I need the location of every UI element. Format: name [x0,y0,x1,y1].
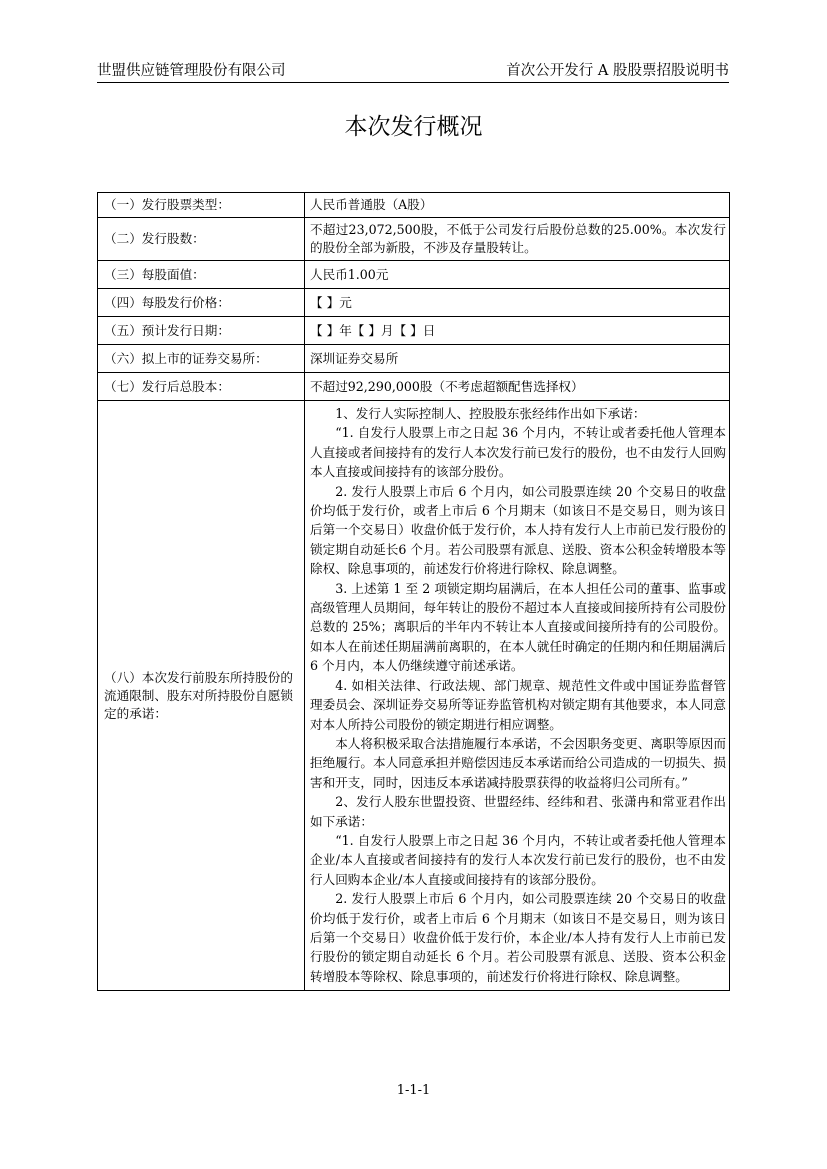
commitment-paragraph: “1. 自发行人股票上市之日起 36 个月内，不转让或者委托他人管理本人直接或者间接持有的发行人本次发行前已发行的股份，也不由发行人回购本人直接或间接持有的该部分股份。 [310,425,726,480]
page-header [97,60,729,82]
row-value: 人民币普通股（A股） [305,193,730,218]
row-label: （二）发行股数： [98,218,305,261]
table-row [98,345,730,373]
table-row [98,317,730,345]
offering-summary-table [97,192,730,991]
row-value: 【 】年【 】月【 】日 [305,317,730,345]
commitment-paragraph: 2. 发行人股票上市后 6 个月内，如公司股票连续 20 个交易日的收盘价均低于发行价，或者上市后 6 个月期末（如该日不是交易日，则为该日后第一个交易日）收盘价低于发行价，本企业/本人持有发行人上市前已发行股份的锁定期自动延长 6 个月。若公司股票有派息、送股、资本公积金转增股本等除权、除息事项的，前述发行价将进行除权、除息调整。 [310,891,726,984]
header-divider [97,82,729,83]
page-title: 本次发行概况 [344,114,483,140]
row-label: （六）拟上市的证券交易所： [98,345,305,373]
commitment-paragraph: 1、发行人实际控制人、控股股东张经纬作出如下承诺： [335,406,646,421]
row-label: （四）每股发行价格： [98,289,305,317]
commitment-paragraph: 2、发行人股东世盟投资、世盟经纬、经纬和君、张潇冉和常亚君作出如下承诺： [310,794,726,829]
row-label: （五）预计发行日期： [98,317,305,345]
header-document-title: 首次公开发行 A 股股票招股说明书 [506,63,729,79]
page-number: 1-1-1 [396,1083,431,1098]
commitment-paragraph: 2. 发行人股票上市后 6 个月内，如公司股票连续 20 个交易日的收盘价均低于发行价，或者上市后 6 个月期末（如该日不是交易日，则为该日后第一个交易日）收盘价低于发行价，本人持有发行人上市前已发行股份的锁定期自动延长6 个月。若公司股票有派息、送股、资本公积金转增股本等除权、除息事项的，前述发行价将进行除权、除息调整。 [310,483,726,577]
table-row [98,373,730,401]
lockup-label: （八）本次发行前股东所持股份的流通限制、股东对所持股份自愿锁定的承诺： [98,401,305,991]
header-company-name: 世盟供应链管理股份有限公司 [97,63,286,79]
commitment-paragraph: 本人将积极采取合法措施履行本承诺，不会因职务变更、离职等原因而拒绝履行。本人同意承担并赔偿因违反本承诺而给公司造成的一切损失、损害和开支，同时，因违反本承诺减持股票获得的收益将归公司所有。” [310,735,726,790]
lockup-commitments [305,401,730,991]
row-value: 人民币1.00元 [305,261,730,289]
table-row [98,193,730,218]
row-value: 【 】元 [305,289,730,317]
row-label: （三）每股面值： [98,261,305,289]
row-label: （一）发行股票类型： [98,193,305,218]
table-row [98,289,730,317]
row-value: 不超过23,072,500股，不低于公司发行后股份总数的25.00%。本次发行的股份全部为新股，不涉及存量股转让。 [305,218,730,261]
table-row [98,261,730,289]
commitment-paragraph: 3. 上述第 1 至 2 项锁定期均届满后，在本人担任公司的董事、监事或高级管理人员期间，每年转让的股份不超过本人直接或间接所持有公司股份总数的 25%；离职后的半年内不转让本人直接或间接所持有的公司股份。如本人在前述任期届满前离职的，在本人就任时确定的任期内和任期届满后 6 个月内，本人仍继续遵守前述承诺。 [310,580,726,674]
row-label: （七）发行后总股本： [98,373,305,401]
commitment-paragraph: “1. 自发行人股票上市之日起 36 个月内，不转让或者委托他人管理本企业/本人直接或者间接持有的发行人本次发行前已发行的股份，也不由发行人回购本企业/本人直接或间接持有的该部分股份。 [310,832,726,887]
row-value: 深圳证券交易所 [305,345,730,373]
table-row [98,218,730,261]
commitment-paragraph: 4. 如相关法律、行政法规、部门规章、规范性文件或中国证券监督管理委员会、深圳证券交易所等证券监管机构对锁定期有其他要求，本人同意对本人所持公司股份的锁定期进行相应调整。 [310,677,726,732]
table-row-lockup [98,401,730,991]
row-value: 不超过92,290,000股（不考虑超额配售选择权） [305,373,730,401]
